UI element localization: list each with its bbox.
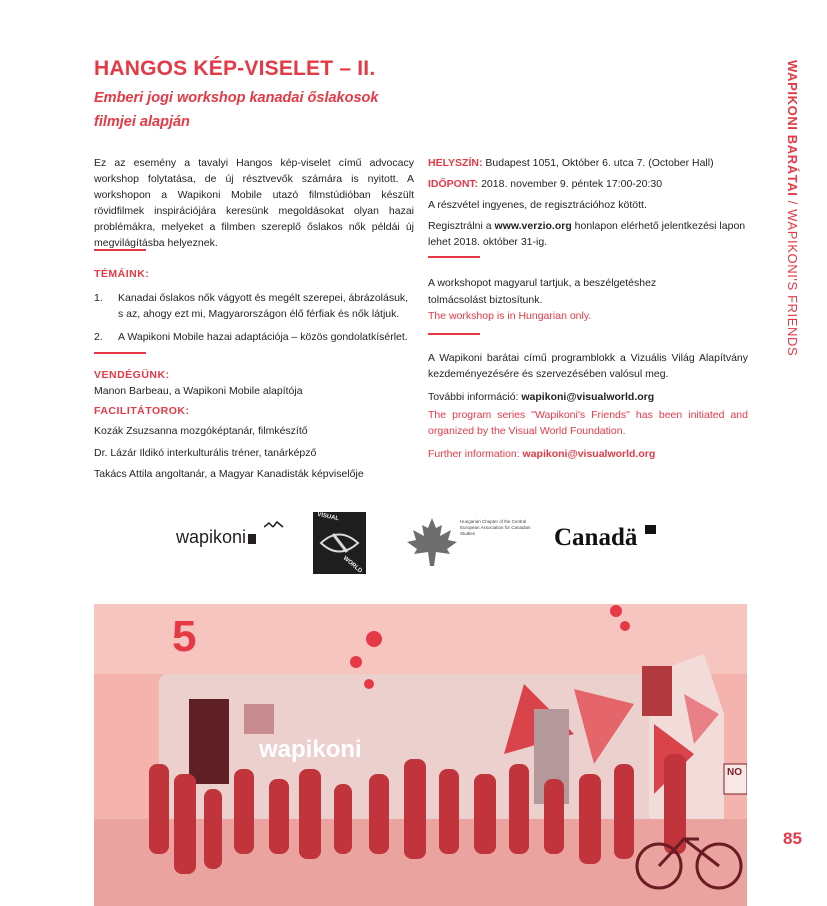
time-label: IDŐPONT: xyxy=(428,178,479,190)
wapikoni-logo xyxy=(176,527,256,548)
list-item xyxy=(94,290,414,322)
registration-prefix: Regisztrálni a xyxy=(428,220,495,232)
visual-world-bottom-text: WORLD xyxy=(341,555,363,575)
maple-leaf-icon xyxy=(405,516,459,568)
canadian-studies-logo-text: Hungarian Chapter of the Central European Association for Canadian Studies xyxy=(460,519,531,536)
side-label-normal: WAPIKONI'S FRIENDS xyxy=(785,209,800,357)
divider xyxy=(94,352,146,354)
visual-world-eye-icon xyxy=(313,512,366,574)
page-number: 85 xyxy=(783,829,802,848)
visual-world-logo xyxy=(313,512,366,574)
birds-icon xyxy=(264,519,284,531)
program-hu-text: A Wapikoni barátai című programblokk a Vizuális Világ Alapítvány kezdeményezésére és szervezésében valósul meg. xyxy=(428,352,748,380)
language-hu-line: tolmácsolást biztosítunk. xyxy=(428,294,543,306)
language-en-line: The workshop is in Hungarian only. xyxy=(428,310,592,322)
more-info-hu xyxy=(428,389,748,405)
side-label-bold: WAPIKONI BARÁTAI xyxy=(785,60,800,197)
list-item xyxy=(94,329,414,345)
venue-label: HELYSZÍN: xyxy=(428,157,483,169)
list-text: Kanadai őslakos nők vágyott és megélt szerepei, ábrázolásuk, s az, ahogy ezt mi, Magyarországon élő férfiak és nők látjuk. xyxy=(118,292,409,320)
more-info-label: Further information: xyxy=(428,448,523,460)
program-en-text: The program series "Wapikoni's Friends" has been initiated and organized by the Visual World Foundation. xyxy=(428,409,748,437)
list-number: 1. xyxy=(94,292,103,304)
free-entry-text: A részvétel ingyenes, de regisztrációhoz kötött. xyxy=(428,199,647,211)
side-label-separator: / xyxy=(785,196,800,210)
intro-paragraph: Ez az esemény a tavalyi Hangos kép-viselet című advocacy workshop folytatása, de új résztvevők számára is nyitott. A workshopon a Wapikoni Mobile utazó filmstúdióban készült rövidfilmek inspirációjára keresünk megoldásokat olyan hazai problémákra, melyeket a filmben szereplő őslakos nők példái új megvilágításba helyeznek. xyxy=(94,157,414,249)
email-link[interactable]: wapikoni@visualworld.org xyxy=(522,448,656,460)
facilitator-item: Takács Attila angoltanár, a Magyar Kanadisták képviselője xyxy=(94,468,364,480)
wapikoni-logo-text: wapikoni xyxy=(176,527,247,547)
guest-heading: VENDÉGÜNK: xyxy=(94,369,170,381)
visual-world-top-text: VISUAL xyxy=(316,511,340,523)
divider xyxy=(428,333,480,335)
email-link[interactable]: wapikoni@visualworld.org xyxy=(521,391,655,403)
side-label-text xyxy=(785,60,800,356)
canada-wordmark-text: Canadä xyxy=(554,524,638,551)
canada-flag-icon xyxy=(645,525,656,534)
page-subtitle: Emberi jogi workshop kanadai őslakosok filmjei alapján xyxy=(94,90,379,130)
divider xyxy=(94,249,146,251)
page-title: HANGOS KÉP-VISELET – II. xyxy=(94,57,376,80)
divider xyxy=(428,256,480,258)
more-info-label: További információ: xyxy=(428,391,522,403)
wapikoni-mark-icon xyxy=(248,534,256,544)
time-value: 2018. november 9. péntek 17:00-20:30 xyxy=(481,178,663,190)
list-number: 2. xyxy=(94,331,103,343)
facilitators-heading: FACILITÁTOROK: xyxy=(94,405,190,417)
registration-link[interactable]: www.verzio.org xyxy=(494,220,572,232)
topics-heading: TÉMÁINK: xyxy=(94,268,150,280)
photo-number-balloon: 5 xyxy=(172,612,197,661)
registration-text xyxy=(428,218,748,250)
language-hu-line: A workshopot magyarul tartjuk, a beszélgetéshez xyxy=(428,277,657,289)
list-text: A Wapikoni Mobile hazai adaptációja – közös gondolatkísérlet. xyxy=(118,331,408,343)
time-line xyxy=(428,176,748,192)
facilitator-item: Dr. Lázár Ildikó interkulturális tréner, tanárképző xyxy=(94,447,317,459)
venue-value: Budapest 1051, Október 6. utca 7. (October Hall) xyxy=(485,157,714,169)
canada-wordmark xyxy=(554,524,656,552)
facilitator-item: Kozák Zsuzsanna mozgóképtanár, filmkészítő xyxy=(94,425,308,437)
topics-list xyxy=(94,290,414,345)
trailer-logo-text: wapikoni xyxy=(259,736,362,763)
registration-suffix: honlapon elérhető jelentkezési lapon lehet 2018. október 31-ig. xyxy=(428,220,746,248)
guest-text: Manon Barbeau, a Wapikoni Mobile alapítója xyxy=(94,385,303,397)
no-sign-text: NO xyxy=(727,767,742,778)
event-photo xyxy=(94,604,747,906)
more-info-en xyxy=(428,446,748,462)
side-label xyxy=(780,60,800,357)
venue-line xyxy=(428,155,748,171)
